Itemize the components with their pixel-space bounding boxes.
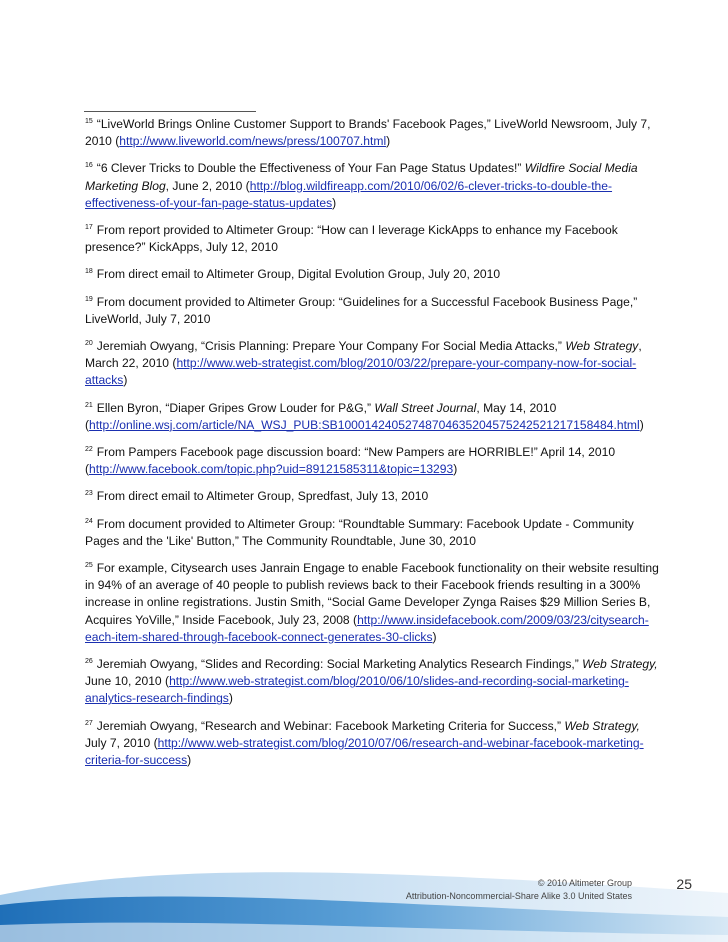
footnote-text: ) bbox=[639, 417, 644, 432]
footnote-text: Jeremiah Owyang, “Crisis Planning: Prepare Your Company For Social Media Attacks,” bbox=[96, 339, 566, 354]
footnote-text: July 7, 2010 ( bbox=[85, 735, 158, 750]
footnote-link[interactable]: http://www.facebook.com/topic.php?uid=89121585311&topic=13293 bbox=[89, 462, 454, 477]
footnote-text: ) bbox=[332, 195, 337, 210]
footnote-text: Ellen Byron, “Diaper Gripes Grow Louder for P&G,” bbox=[96, 400, 375, 415]
footnote-text: From report provided to Altimeter Group: “How can I leverage KickApps to enhance my Facebook presence?” KickApps, July 12, 2010 bbox=[85, 223, 618, 255]
footer-credits bbox=[406, 877, 632, 902]
footnote-text: ) bbox=[228, 691, 233, 706]
footnote-20 bbox=[85, 338, 660, 390]
footnote-text: June 10, 2010 ( bbox=[85, 674, 170, 689]
footnote-link[interactable]: http://blog.wildfireapp.com/2010/06/02/6-clever-tricks-to-double-the-effectiveness-of-your-fan-page-status-updates bbox=[85, 178, 613, 210]
footnote-link[interactable]: http://www.web-strategist.com/blog/2010/06/10/slides-and-recording-social-marketing-analytics-research-findings bbox=[85, 674, 629, 706]
footnote-17 bbox=[85, 222, 660, 256]
footnote-link[interactable]: http://online.wsj.com/article/NA_WSJ_PUB:SB10001424052748704635204575242521217158484.html bbox=[89, 417, 640, 432]
footnote-15 bbox=[85, 116, 660, 150]
footnote-text: For example, Citysearch uses Janrain Engage to enable Facebook functionality on their website resulting in 94% of an average of 40 people to publish reviews back to their Facebook friends resulting in a 300% increase in online registrations. Justin Smith, “Social Game Developer Zynga Raises $29 Million Series B, Acquires YoVille,” Inside Facebook, July 23, 2008 ( bbox=[85, 561, 659, 627]
footnote-18 bbox=[85, 266, 660, 283]
footnote-number: 16 bbox=[85, 162, 93, 170]
footnote-separator bbox=[84, 111, 256, 112]
footnote-text: ) bbox=[123, 373, 128, 388]
footnote-number: 25 bbox=[85, 562, 93, 570]
footnote-24 bbox=[85, 516, 660, 550]
footnote-source-title: Wall Street Journal bbox=[374, 400, 477, 415]
footnote-number: 27 bbox=[85, 719, 93, 727]
footnote-source-title: Web Strategy, bbox=[582, 657, 658, 672]
footnote-number: 15 bbox=[85, 118, 93, 125]
footnote-link[interactable]: http://www.liveworld.com/news/press/100707.html bbox=[119, 134, 387, 149]
footnote-text: “LiveWorld Brings Online Customer Support to Brands' Facebook Pages,” LiveWorld Newsroom, July 7, 2010 ( bbox=[85, 117, 651, 149]
footnote-link[interactable]: http://www.web-strategist.com/blog/2010/07/06/research-and-webinar-facebook-marketing-criteria-for-success bbox=[85, 735, 644, 768]
footnote-text: From Pampers Facebook page discussion board: “New Pampers are HORRIBLE!” April 14, 2010 ( bbox=[85, 445, 616, 477]
footnote-number: 21 bbox=[85, 401, 93, 409]
footnote-text: , March 22, 2010 ( bbox=[85, 339, 642, 371]
footnote-text: ) bbox=[386, 134, 391, 149]
footnote-source-title: Web Strategy bbox=[565, 339, 639, 354]
footnote-26 bbox=[85, 656, 660, 708]
footnote-number: 20 bbox=[85, 340, 93, 348]
footnote-text: From document provided to Altimeter Group: “Roundtable Summary: Facebook Update - Community Pages and the 'Like' Button,” The Community Roundtable, June 30, 2010 bbox=[85, 516, 634, 548]
footnote-number: 24 bbox=[85, 517, 93, 525]
footnote-16 bbox=[85, 160, 660, 212]
footnote-27 bbox=[85, 718, 660, 770]
footnotes-list bbox=[85, 116, 660, 779]
footnote-25 bbox=[85, 560, 660, 646]
footnote-text: ) bbox=[187, 753, 192, 768]
footnote-text: Jeremiah Owyang, “Slides and Recording: Social Marketing Analytics Research Findings,” bbox=[96, 657, 583, 672]
footnote-number: 18 bbox=[85, 268, 93, 276]
footnote-19 bbox=[85, 294, 660, 328]
footnote-22 bbox=[85, 444, 660, 478]
footnote-text: ) bbox=[432, 629, 437, 644]
footnote-text: From direct email to Altimeter Group, Spredfast, July 13, 2010 bbox=[96, 489, 429, 504]
footnote-link[interactable]: http://www.web-strategist.com/blog/2010/03/22/prepare-your-company-now-for-social-attacks bbox=[85, 356, 637, 388]
footnote-number: 23 bbox=[85, 490, 93, 498]
page-number: 25 bbox=[676, 876, 692, 892]
footnote-number: 17 bbox=[85, 224, 93, 232]
footnote-text: Jeremiah Owyang, “Research and Webinar: Facebook Marketing Criteria for Success,” bbox=[96, 718, 565, 733]
footnote-text: “6 Clever Tricks to Double the Effectiveness of Your Fan Page Status Updates!” bbox=[96, 161, 525, 176]
footnote-23 bbox=[85, 488, 660, 505]
footnote-link[interactable]: http://www.insidefacebook.com/2009/03/23/citysearch-each-item-shared-through-facebook-connect-generates-30-clicks bbox=[85, 612, 649, 644]
footnote-text: ) bbox=[453, 462, 458, 477]
footnote-text: From direct email to Altimeter Group, Digital Evolution Group, July 20, 2010 bbox=[96, 267, 501, 282]
footnote-source-title: Wildfire Social Media Marketing Blog bbox=[85, 161, 638, 193]
footnote-number: 26 bbox=[85, 658, 93, 666]
footnote-text: , May 14, 2010 ( bbox=[85, 400, 557, 432]
footnote-source-title: Web Strategy, bbox=[564, 718, 640, 733]
footer-copyright: © 2010 Altimeter Group bbox=[537, 878, 632, 888]
footnote-21 bbox=[85, 400, 660, 434]
footnote-text: From document provided to Altimeter Group: “Guidelines for a Successful Facebook Business Page,” LiveWorld, July 7, 2010 bbox=[85, 294, 638, 326]
footnote-number: 19 bbox=[85, 295, 93, 303]
footer-license: Attribution-Noncommercial-Share Alike 3.0 United States bbox=[405, 890, 632, 901]
footnote-text: , June 2, 2010 ( bbox=[165, 178, 250, 193]
footnote-number: 22 bbox=[85, 446, 93, 454]
